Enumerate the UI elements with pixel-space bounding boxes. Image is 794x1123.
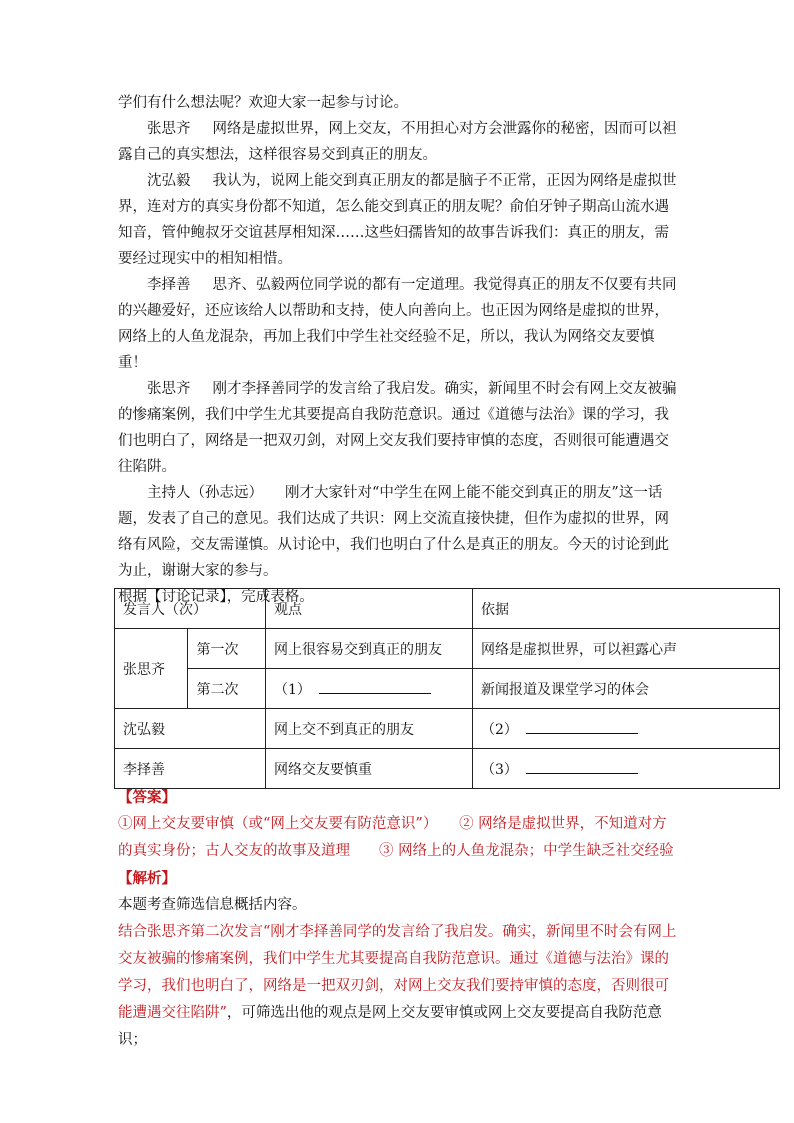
table-row [115,749,780,789]
speaker-name: 张思齐 [147,381,191,397]
analysis-body [118,919,678,1054]
basis-cell: 网络是虚拟世界，可以袒露心声 [473,629,780,669]
analysis-conclusion: ，可筛选出他的观点是网上交友要审慎或网上交友要提高自我防范意识； [118,1005,662,1048]
occasion-cell: 第二次 [188,669,266,709]
view-cell: 网上交不到真正的朋友 [266,709,473,749]
view-cell-blank [266,669,473,709]
dialogue-para-3 [118,272,678,376]
header-view: 观点 [266,589,473,629]
table-header-row [115,589,780,629]
table-row [115,629,780,669]
speaker-name: 张思齐 [147,121,191,137]
answer-text: ①网上交友要审慎（或“网上交友要有防范意识”） ② 网络是虚拟世界，不知道对方的真实身份；古人交友的故事及道理 ③ 网络上的人鱼龙混杂；中学生缺乏社交经验 [118,816,674,859]
dialogue-intro: 学们有什么想法呢？欢迎大家一起参与讨论。 [118,95,408,111]
basis-cell-blank [473,709,780,749]
table-row [115,669,780,709]
analysis-intro: 本题考查筛选信息概括内容。 [118,897,307,913]
speaker-cell: 沈弘毅 [115,709,266,749]
speaker-cell: 张思齐 [115,629,188,709]
speech-text: 思齐、弘毅两位同学说的都有一定道理。我觉得真正的朋友不仅要有共同的兴趣爱好，还应该给人以帮助和支持，使人向善向上。也正因为网络是虚拟的世界，网络上的人鱼龙混杂，再加上我们中学生社交经验不足，所以，我认为网络交友要慎重！ [118,277,677,371]
header-speaker: 发言人（次） [115,589,266,629]
answer-blank-3[interactable] [526,759,638,774]
record-table [114,588,780,789]
dialogue-para-4 [118,376,678,480]
answer-blank-2[interactable] [526,719,638,734]
answer-title: 【答案】 [118,789,176,806]
view-cell: 网上很容易交到真正的朋友 [266,629,473,669]
table-row [115,709,780,749]
speech-text: 我认为，说网上能交到真正朋友的都是脑子不正常，正因为网络是虚拟世界，连对方的真实身份都不知道，怎么能交到真正的朋友呢？俞伯牙钟子期高山流水遇知音，管仲鲍叔牙交谊甚厚相知深……这些妇孺皆知的故事告诉我们：真正的朋友，需要经过现实中的相知相惜。 [118,173,677,267]
blank-number: （2） [481,721,518,738]
blank-number: （3） [481,761,518,778]
dialogue-para-5 [118,480,678,584]
header-basis: 依据 [473,589,780,629]
occasion-cell: 第一次 [188,629,266,669]
dialogue-para-2 [118,168,678,272]
speaker-name: 主持人（孙志远） [147,485,263,501]
speaker-name: 沈弘毅 [147,173,191,189]
basis-cell-blank [473,749,780,789]
dialogue-section [118,90,678,610]
speaker-cell: 李择善 [115,749,266,789]
dialogue-para-1 [118,116,678,168]
view-cell: 网络交友要慎重 [266,749,473,789]
answer-blank-1[interactable] [319,679,431,694]
speech-text: 刚才李择善同学的发言给了我启发。确实，新闻里不时会有网上交友被骗的惨痛案例，我们中学生尤其要提高自我防范意识。通过《道德与法治》课的学习，我们也明白了，网络是一把双刃剑，对网上交友我们要持审慎的态度，否则很可能遭遇交往陷阱。 [118,381,677,475]
instruction: 根据【讨论记录】，完成表格。 [118,589,314,605]
basis-cell: 新闻报道及课堂学习的体会 [473,669,780,709]
analysis-title: 【解析】 [118,870,176,887]
analysis-quote: 结合张思齐第二次发言“刚才李择善同学的发言给了我启发。确实，新闻里不时会有网上交友被骗的惨痛案例，我们中学生尤其要提高自我防范意识。通过《道德与法治》课的学习，我们也明白了，网络是一把双刃剑，对网上交友我们要持审慎的态度，否则很可能遭遇交往陷阱” [118,924,677,1021]
speech-text: 网络是虚拟世界，网上交友，不用担心对方会泄露你的秘密，因而可以袒露自己的真实想法，这样很容易交到真正的朋友。 [118,121,677,163]
speaker-name: 李择善 [147,277,191,293]
answer-section [118,784,678,1054]
blank-number: （1） [274,681,311,698]
speech-text: 刚才大家针对“中学生在网上能不能交到真正的朋友”这一话题，发表了自己的意见。我们达成了共识：网上交流直接快捷，但作为虚拟的世界，网络有风险，交友需谨慎。从讨论中，我们也明白了什么是真正的朋友。今天的讨论到此为止，谢谢大家的参与。 [118,485,669,579]
